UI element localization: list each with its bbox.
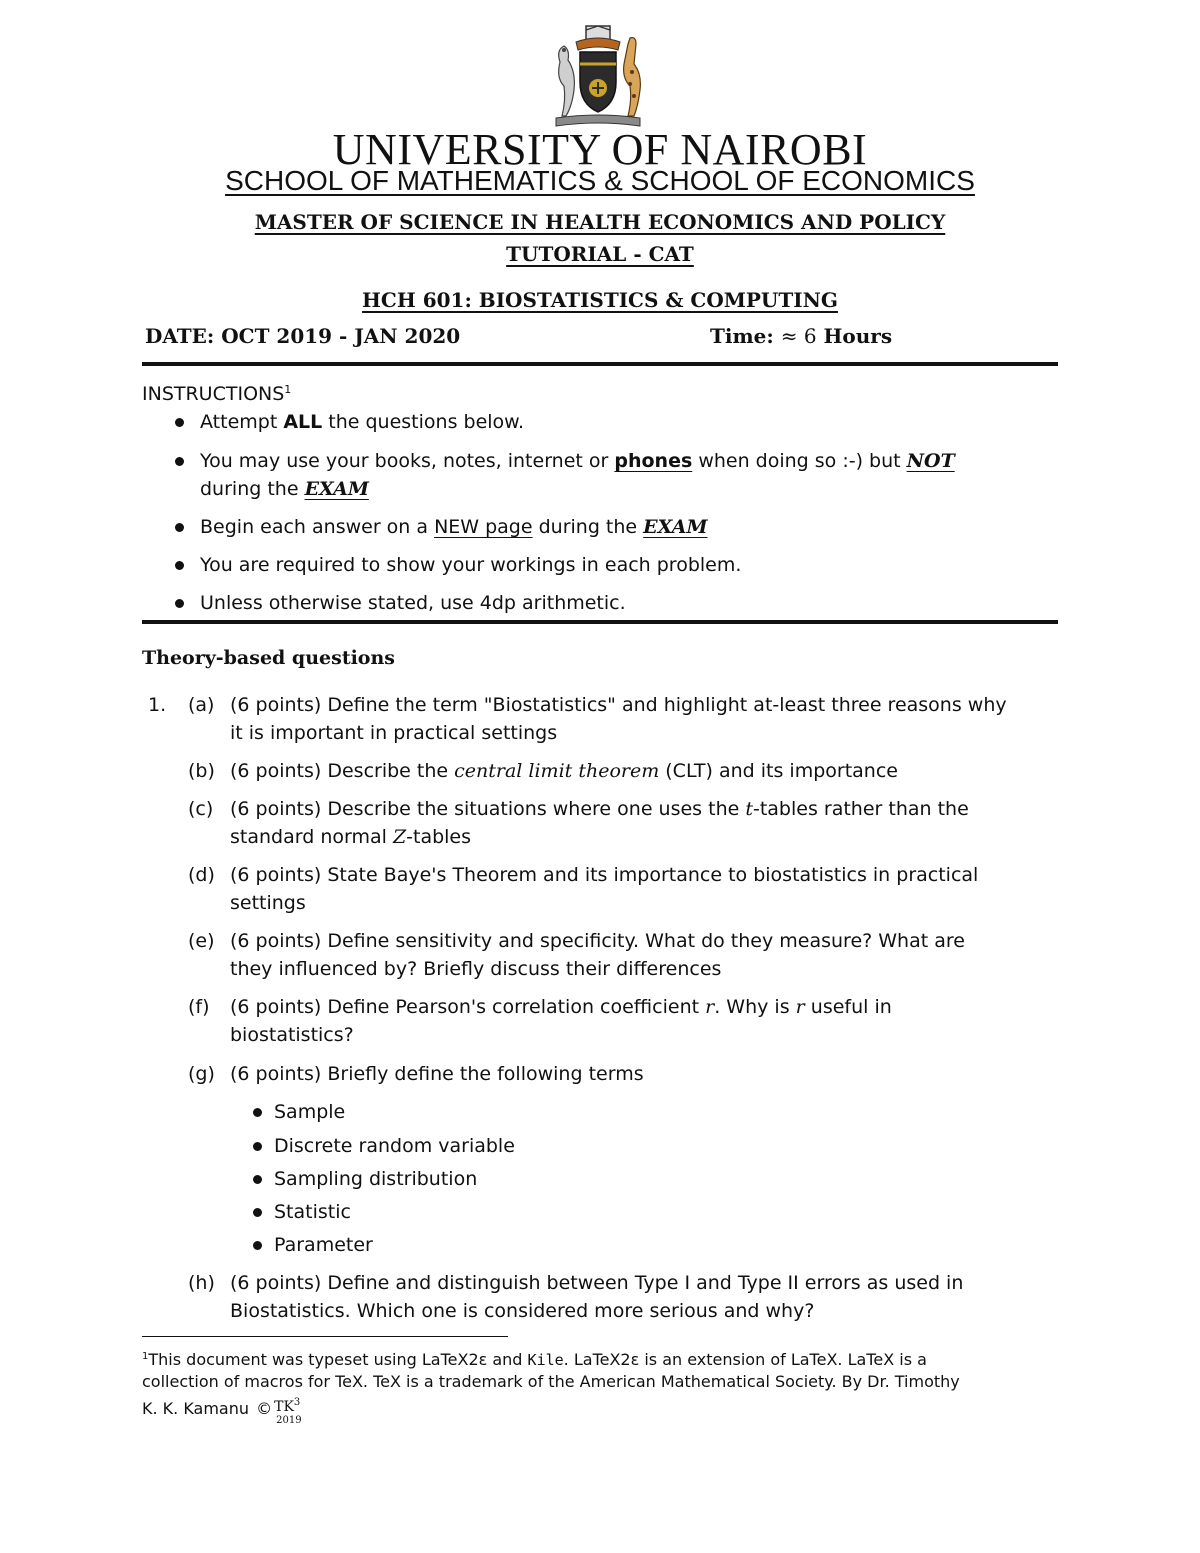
instructions-rule — [142, 620, 1058, 624]
term-item: Statistic — [274, 1201, 351, 1223]
part-label: (a) — [188, 694, 215, 716]
instruction-item-continuation: during the EXAM — [200, 478, 369, 500]
part-label: (h) — [188, 1272, 215, 1294]
part-d-text: (6 points) State Baye's Theorem and its importance to biostatistics in practical — [230, 864, 979, 886]
copyright-icon: © — [256, 1399, 273, 1418]
footnote-text: K. K. Kamanu © $TK^3$ 2019 — [142, 1396, 1060, 1421]
bullet-icon — [253, 1208, 262, 1217]
part-g-text: (6 points) Briefly define the following terms — [230, 1063, 644, 1085]
part-d-text: settings — [230, 892, 306, 914]
bullet-icon — [175, 457, 184, 466]
part-label: (f) — [188, 996, 210, 1018]
part-label: (e) — [188, 930, 215, 952]
part-h-text: (6 points) Define and distinguish between Type I and Type II errors as used in — [230, 1272, 964, 1294]
exam-date: DATE: OCT 2019 - JAN 2020 — [145, 324, 461, 348]
bullet-icon — [175, 599, 184, 608]
term-item: Discrete random variable — [274, 1135, 515, 1157]
bullet-icon — [175, 523, 184, 532]
part-c-text: (6 points) Describe the situations where one uses the t-tables rather than the — [230, 798, 969, 820]
footnote-rule — [142, 1336, 508, 1337]
part-a-text: it is important in practical settings — [230, 722, 558, 744]
instruction-item: Unless otherwise stated, use 4dp arithmetic. — [200, 592, 626, 614]
term-item: Parameter — [274, 1234, 373, 1256]
instruction-item: You are required to show your workings in each problem. — [200, 554, 742, 576]
exam-time: Time: ≈ 6 Hours — [710, 324, 893, 348]
instruction-item: Begin each answer on a NEW page during the EXAM — [200, 516, 708, 538]
part-label: (g) — [188, 1063, 215, 1085]
bullet-icon — [253, 1142, 262, 1151]
part-h-text: Biostatistics. Which one is considered more serious and why? — [230, 1300, 815, 1322]
tk-logo: $TK^3$ 2019 — [274, 1397, 302, 1426]
part-label: (c) — [188, 798, 214, 820]
term-item: Sampling distribution — [274, 1168, 478, 1190]
bullet-icon — [253, 1241, 262, 1250]
footnote-text: $^1$This document was typeset using LaTeX2ε and Kile. LaTeX2ε is an extension of LaTeX. LaTeX is a — [142, 1350, 927, 1369]
part-label: (b) — [188, 760, 215, 782]
course-title: HCH 601: BIOSTATISTICS & COMPUTING — [362, 288, 838, 312]
instruction-item: Attempt ALL the questions below. — [200, 411, 525, 433]
tutorial-title: TUTORIAL - CAT — [506, 242, 694, 266]
instruction-item: You may use your books, notes, internet or phones when doing so :-) but NOT — [200, 450, 955, 472]
part-b-text: (6 points) Describe the central limit theorem (CLT) and its importance — [230, 760, 898, 782]
bullet-icon — [253, 1175, 262, 1184]
part-label: (d) — [188, 864, 215, 886]
bullet-icon — [175, 418, 184, 427]
section-heading: Theory-based questions — [142, 647, 395, 669]
part-a-text: (6 points) Define the term "Biostatistics" and highlight at-least three reasons why — [230, 694, 1007, 716]
instructions-heading: INSTRUCTIONS$^1$ — [142, 383, 292, 405]
bullet-icon — [175, 561, 184, 570]
question-number: 1. — [148, 694, 167, 716]
part-c-text: standard normal Z-tables — [230, 826, 472, 848]
program-title: MASTER OF SCIENCE IN HEALTH ECONOMICS AND POLICY — [254, 210, 946, 234]
footnote-text: collection of macros for TeX. TeX is a trademark of the American Mathematical Society. By Dr. Timothy — [142, 1372, 960, 1391]
part-f-text: (6 points) Define Pearson's correlation coefficient r. Why is r useful in — [230, 996, 892, 1018]
term-item: Sample — [274, 1101, 346, 1123]
university-title: UNIVERSITY OF NAIROBI — [332, 125, 868, 174]
part-f-text: biostatistics? — [230, 1024, 354, 1046]
part-e-text: (6 points) Define sensitivity and specificity. What do they measure? What are — [230, 930, 965, 952]
part-e-text: they influenced by? Briefly discuss their differences — [230, 958, 722, 980]
bullet-icon — [253, 1108, 262, 1117]
school-name: SCHOOL OF MATHEMATICS & SCHOOL OF ECONOMICS — [225, 165, 975, 196]
university-crest-icon — [546, 20, 650, 132]
header-rule — [142, 362, 1058, 366]
